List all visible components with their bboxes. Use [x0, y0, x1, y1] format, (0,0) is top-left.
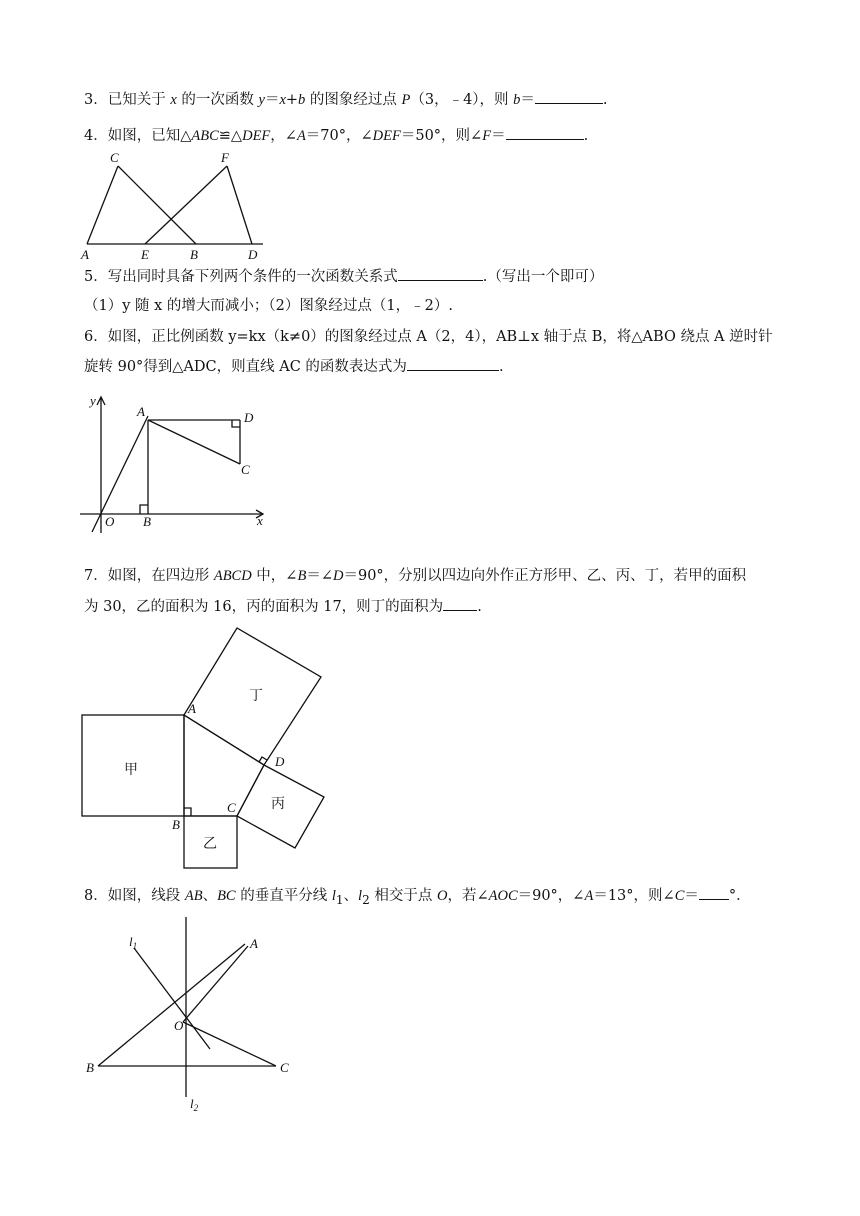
question-5: 5．写出同时具备下列两个条件的一次函数关系式 .（写出一个即可）: [84, 266, 603, 287]
question-6-line-1: 6．如图，正比例函数 y=kx（k≠0）的图象经过点 A（2，4），AB⊥x 轴于点 B，将△ABO 绕点 A 逆时针: [84, 329, 773, 345]
question-3: 3．已知关于 x 的一次函数 y＝x+b 的图象经过点 P（3，﹣4），则 b＝ .: [84, 89, 608, 110]
label-C: C: [227, 800, 236, 815]
label-A: A: [137, 404, 145, 419]
question-4: 4．如图，已知△ABC≌△DEF，∠A＝70°，∠DEF＝50°，则∠F＝ .: [84, 125, 588, 146]
label-D: D: [244, 410, 254, 425]
label-C: C: [280, 1060, 289, 1075]
axis-x-label: x: [257, 513, 263, 528]
label-A: A: [188, 701, 196, 716]
square-yi-label: 乙: [203, 836, 217, 852]
square-bing-label: 丙: [271, 796, 285, 812]
label-E: E: [141, 247, 149, 262]
label-D: D: [275, 754, 285, 769]
label-B: B: [190, 247, 198, 262]
question-5-conditions: （1）y 随 x 的增大而减小；（2）图象经过点（1，﹣2）.: [84, 298, 453, 314]
label-D: D: [248, 247, 258, 262]
label-A: A: [81, 247, 89, 262]
label-B: B: [172, 817, 180, 832]
label-O: O: [105, 514, 115, 529]
label-l2: $l_2$: [190, 1096, 199, 1113]
question-7-line-2: 为 30，乙的面积为 16，丙的面积为 17，则丁的面积为 .: [84, 596, 482, 617]
question-8: 8．如图，线段 AB、BC 的垂直平分线 $l_1$、$l_2$ 相交于点 O，若∠AOC＝90°，∠A＝13°，则∠C＝ °．: [84, 885, 751, 910]
question-6-line-2: 旋转 90°得到△ADC，则直线 AC 的函数表达式为 .: [84, 356, 504, 377]
label-O: O: [174, 1018, 184, 1033]
square-jia-label: 甲: [124, 762, 138, 778]
square-ding-label: 丁: [249, 688, 263, 704]
label-l1: $l_1$: [129, 934, 138, 951]
label-F: F: [221, 150, 229, 165]
label-C: C: [241, 462, 250, 477]
label-A: A: [250, 936, 258, 951]
label-C: C: [110, 150, 119, 165]
label-B: B: [143, 514, 151, 529]
label-B: B: [86, 1060, 94, 1075]
question-7-line-1: 7．如图，在四边形 ABCD 中，∠B＝∠D＝90°，分别以四边向外作正方形甲、乙、丙、丁，若甲的面积: [84, 568, 747, 584]
axis-y-label: y: [90, 393, 96, 408]
